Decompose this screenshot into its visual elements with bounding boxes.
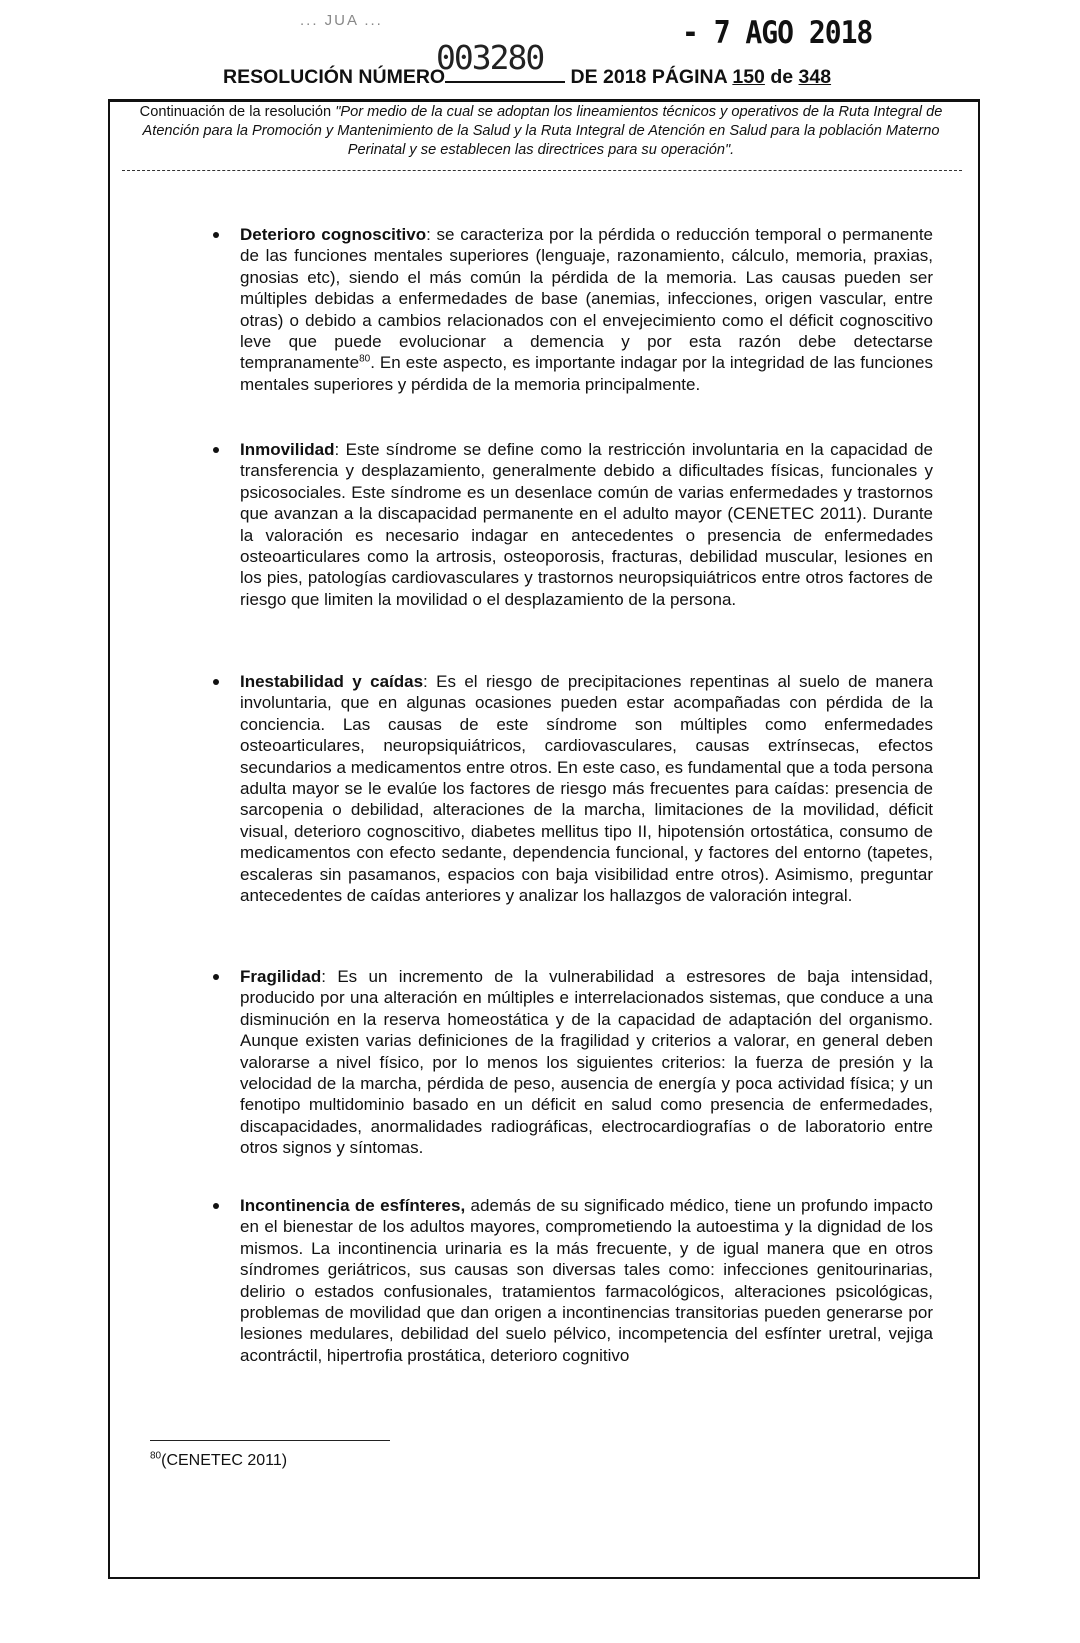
item-term: Deterioro cognoscitivo — [240, 225, 427, 244]
continuation-quote: "Por medio de la cual se adoptan los lineamientos técnicos y operativos de la Ruta Integral de Atención para la Promoción y Mantenimiento de la Salud y la Ruta Integral de Atención en Salud para la población Materno Perinatal y se establecen las directrices para su operación". — [142, 104, 943, 158]
total-pages: 348 — [798, 66, 832, 88]
list-item — [240, 966, 933, 1159]
date-stamp: - 7 AGO 2018 — [682, 14, 873, 51]
dashed-divider — [122, 170, 962, 171]
continuation-prefix: Continuación de la resolución — [139, 104, 336, 120]
of-label: de — [770, 66, 794, 88]
footnote-text: (CENETEC 2011) — [161, 1452, 288, 1469]
item-text: . En este aspecto, es importante indagar por la integridad de las funciones mentales superiores y pérdida de la memoria principalmente. — [240, 353, 933, 394]
item-text: : se caracteriza por la pérdida o reducción temporal o permanente de las funciones mentales superiores (lenguaje, razonamiento, cálculo, memoria, praxias, gnosias etc), siendo el más común la pérdida de la memoria. Las causas pueden ser múltiples debidas a enfermedades de base (anemias, infecciones, origen vascular, entre otras) o debido a cambios relacionados con el envejecimiento como el déficit cognoscitivo leve que puede evolucionar a demencia y por esta razón debe detectarse tempranamente — [240, 225, 933, 373]
resolution-number: 003280 — [436, 38, 544, 77]
item-text: : Este síndrome se define como la restricción involuntaria en la capacidad de transferencia y desplazamiento, generalmente debido a dificultades físicas, funcionales y psicosociales. Este síndrome es un desenlace común de varias enfermedades y trastornos que avanzan a la discapacidad permanente en el adulto mayor (CENETEC 2011). Durante la valoración es necesario indagar en antecedentes o presencia de enfermedades osteoarticulares como la artrosis, osteoporosis, fracturas, debilidad muscular, lesiones en los pies, patologías cardiovasculares y trastornos neuropsiquiátricos entre otros factores de riesgo que limiten la movilidad o el desplazamiento de la persona. — [240, 440, 933, 609]
footnote-divider — [150, 1440, 390, 1441]
list-item — [240, 671, 933, 906]
list-item — [240, 1195, 933, 1366]
number-blank — [445, 63, 565, 83]
page-number: 150 — [732, 66, 765, 88]
item-term: Fragilidad — [240, 967, 322, 986]
stamp-mark: ... JUA ... — [300, 12, 383, 29]
list-item — [240, 224, 933, 395]
item-text: además de su significado médico, tiene un profundo impacto en el bienestar de los adultos mayores, comprometiendo la autoestima y la dignidad de los mismos. La incontinencia urinaria es la más frecuente, y de igual manera que en otros síndromes geriátricos, sus causas son diversas tales como: infecciones genitourinarias, delirio o estados confusionales, tratamientos farmacológicos, alteraciones psicológicas, problemas de movilidad que dan origen a incontinencias transitorias pueden generarse por lesiones medulares, debilidad del suelo pélvico, incompetencia del esfínter uretral, vejiga acontráctil, hipertrofia prostática, deterioro cognitivo — [240, 1196, 933, 1365]
title-prefix: RESOLUCIÓN NÚMERO — [223, 66, 446, 88]
list-item — [240, 439, 933, 610]
page-header — [223, 63, 831, 89]
item-term: Inmovilidad — [240, 440, 335, 459]
footnote-ref: 80 — [359, 353, 371, 365]
footnote-mark: 80 — [150, 1450, 162, 1462]
item-term: Inestabilidad y caídas — [240, 672, 424, 691]
footnote — [150, 1452, 287, 1470]
continuation-note — [122, 103, 960, 160]
title-mid: DE 2018 PÁGINA — [570, 66, 727, 88]
item-text: : Es el riesgo de precipitaciones repentinas al suelo de manera involuntaria, que en algunas ocasiones pueden estar acompañadas con pérdida de la conciencia. Las causas de este síndrome son múltiples como enfermedades osteoarticulares, neuropsiquiátricos, cardiovasculares, causas extrínsecas, efectos secundarios a medicamentos entre otros. En este caso, es fundamental que a toda persona adulta mayor se le evalúe los factores de riesgo más frecuentes para caídas: presencia de sarcopenia o debilidad, alteraciones de la marcha, limitaciones de la movilidad, déficit visual, deterioro cognoscitivo, diabetes mellitus tipo II, hipotensión ortostática, consumo de medicamentos con efecto sedante, dependencia funcional, y factores del entorno (tapetes, escaleras sin pasamanos, espacios con baja visibilidad entre otros). Asimismo, preguntar antecedentes de caídas anteriores y analizar los hallazgos de valoración integral. — [240, 672, 933, 906]
item-term: Incontinencia de esfínteres, — [240, 1196, 466, 1215]
item-text: : Es un incremento de la vulnerabilidad a estresores de baja intensidad, producido por una alteración en múltiples e interrelacionados sistemas, que conduce a una disminución en la reserva homeostática y de la capacidad de adaptación del organismo. Aunque existen varias definiciones de la fragilidad y criterios a valorar, en general deben valorarse a nivel físico, por lo menos los siguientes criterios: la fuerza de presión y la velocidad de la marcha, pérdida de peso, ausencia de energía y poca actividad física; y un fenotipo multidominio basado en un déficit en salud como presencia de enfermedades, discapacidades, anormalidades radiográficas, electrocardiografías o de laboratorio entre otros signos y síntomas. — [240, 967, 933, 1158]
